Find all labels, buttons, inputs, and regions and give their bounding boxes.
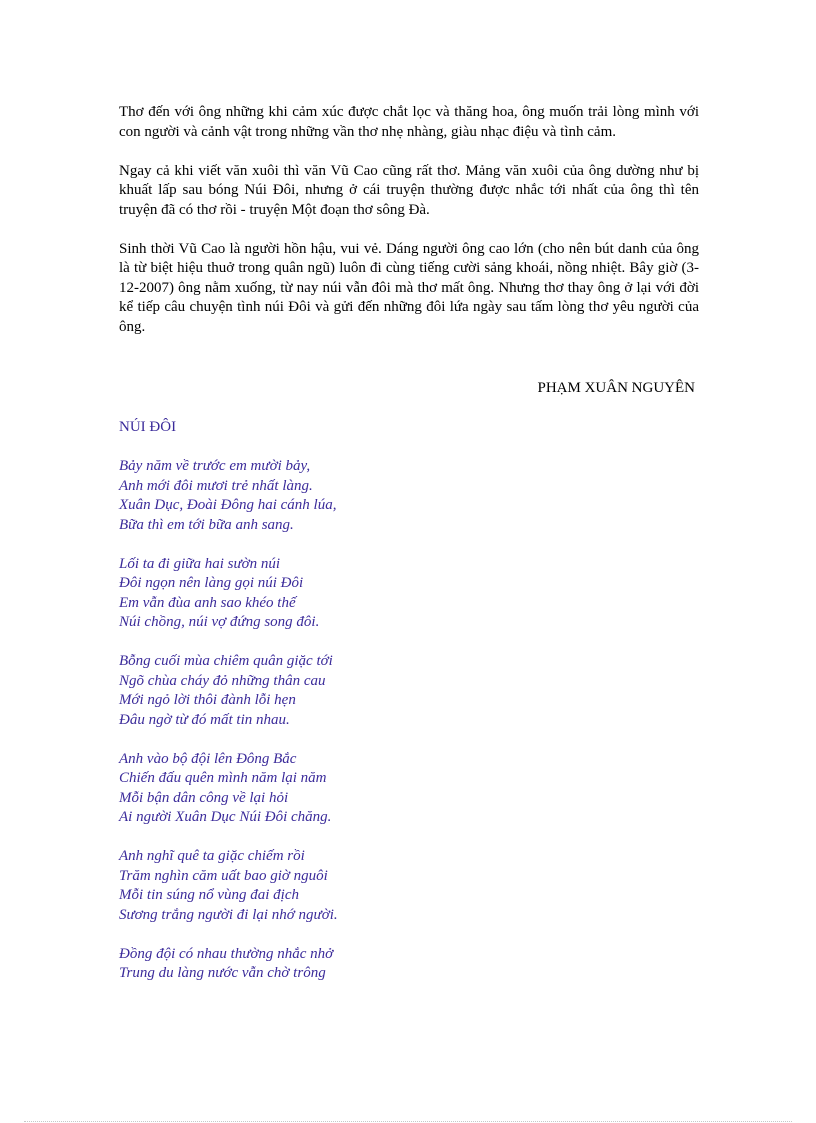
poem-line: Bỗng cuối mùa chiêm quân giặc tới <box>119 653 333 669</box>
stanza <box>119 750 519 828</box>
paragraph: Sinh thời Vũ Cao là người hồn hậu, vui vẻ. Dáng người ông cao lớn (cho nên bút danh của ông là từ biệt hiệu thuở trong quân ngũ) luôn đi cùng tiếng cười sảng khoái, nồng nhiệt. Bây giờ (3-12-2007) ông nằm xuống, từ nay núi vẫn đôi mà thơ mất ông. Nhưng thơ thay ông ở lại với đời kể tiếp câu chuyện tình núi Đôi và gửi đến những đôi lứa ngày sau tấm lòng thơ yêu người của ông. <box>119 240 699 335</box>
stanza <box>119 847 519 925</box>
poem-line: Núi chồng, núi vợ đứng song đôi. <box>119 614 320 630</box>
poem-line: Trung du làng nước vẫn chờ trông <box>119 965 326 981</box>
stanza <box>119 652 519 730</box>
poem-line: Mỗi bận dân công về lại hỏi <box>119 789 289 806</box>
poem-line: Mỗi tin súng nổ vùng đai địch <box>119 887 299 903</box>
poem-line: Sương trắng người đi lại nhớ người. <box>119 906 338 923</box>
stanza <box>119 945 519 984</box>
poem-line: Bảy năm về trước em mười bảy, <box>119 458 311 474</box>
stanza <box>119 555 519 633</box>
poem-line: Anh vào bộ đội lên Đông Bắc <box>119 750 297 767</box>
author-signature: PHẠM XUÂN NGUYÊN <box>537 380 695 396</box>
poem-line: Trăm nghìn căm uất bao giờ nguôi <box>119 867 328 884</box>
prose-section <box>119 103 699 357</box>
poem-title: NÚI ĐÔI <box>119 419 177 435</box>
poem-line: Mới ngỏ lời thôi đành lỗi hẹn <box>119 692 296 708</box>
poem-line: Lối ta đi giữa hai sườn núi <box>119 555 281 572</box>
poem-line: Bữa thì em tới bữa anh sang. <box>119 516 294 533</box>
page-bottom-divider <box>24 1121 792 1122</box>
paragraph: Ngay cả khi viết văn xuôi thì văn Vũ Cao cũng rất thơ. Mảng văn xuôi của ông dường như bị khuất lấp sau bóng Núi Đôi, nhưng ở cái truyện thường được nhắc tới nhất của ông thì tên truyện đã có thơ rồi - truyện Một đoạn thơ sông Đà. <box>119 162 699 218</box>
poem-line: Đồng đội có nhau thường nhắc nhở <box>119 945 334 962</box>
poem-line: Chiến đấu quên mình năm lại năm <box>119 770 327 786</box>
poem-line: Đôi ngọn nên làng gọi núi Đôi <box>119 575 304 591</box>
poem-line: Ai người Xuân Dục Núi Đôi chăng. <box>119 809 332 825</box>
poem-line: Anh nghĩ quê ta giặc chiếm rồi <box>119 848 305 864</box>
poem-line: Em vẫn đùa anh sao khéo thế <box>119 594 296 611</box>
poem-body <box>119 457 519 1003</box>
poem-line: Anh mới đôi mươi trẻ nhất làng. <box>119 477 313 494</box>
poem-line: Xuân Dục, Đoài Đông hai cánh lúa, <box>119 497 337 513</box>
paragraph: Thơ đến với ông những khi cảm xúc được chắt lọc và thăng hoa, ông muốn trải lòng mình với con người và cảnh vật trong những vần thơ nhẹ nhàng, giàu nhạc điệu và tình cảm. <box>119 104 699 140</box>
poem-line: Ngõ chùa cháy đỏ những thân cau <box>119 672 326 689</box>
stanza <box>119 457 519 535</box>
poem-line: Đâu ngờ từ đó mất tin nhau. <box>119 711 290 728</box>
